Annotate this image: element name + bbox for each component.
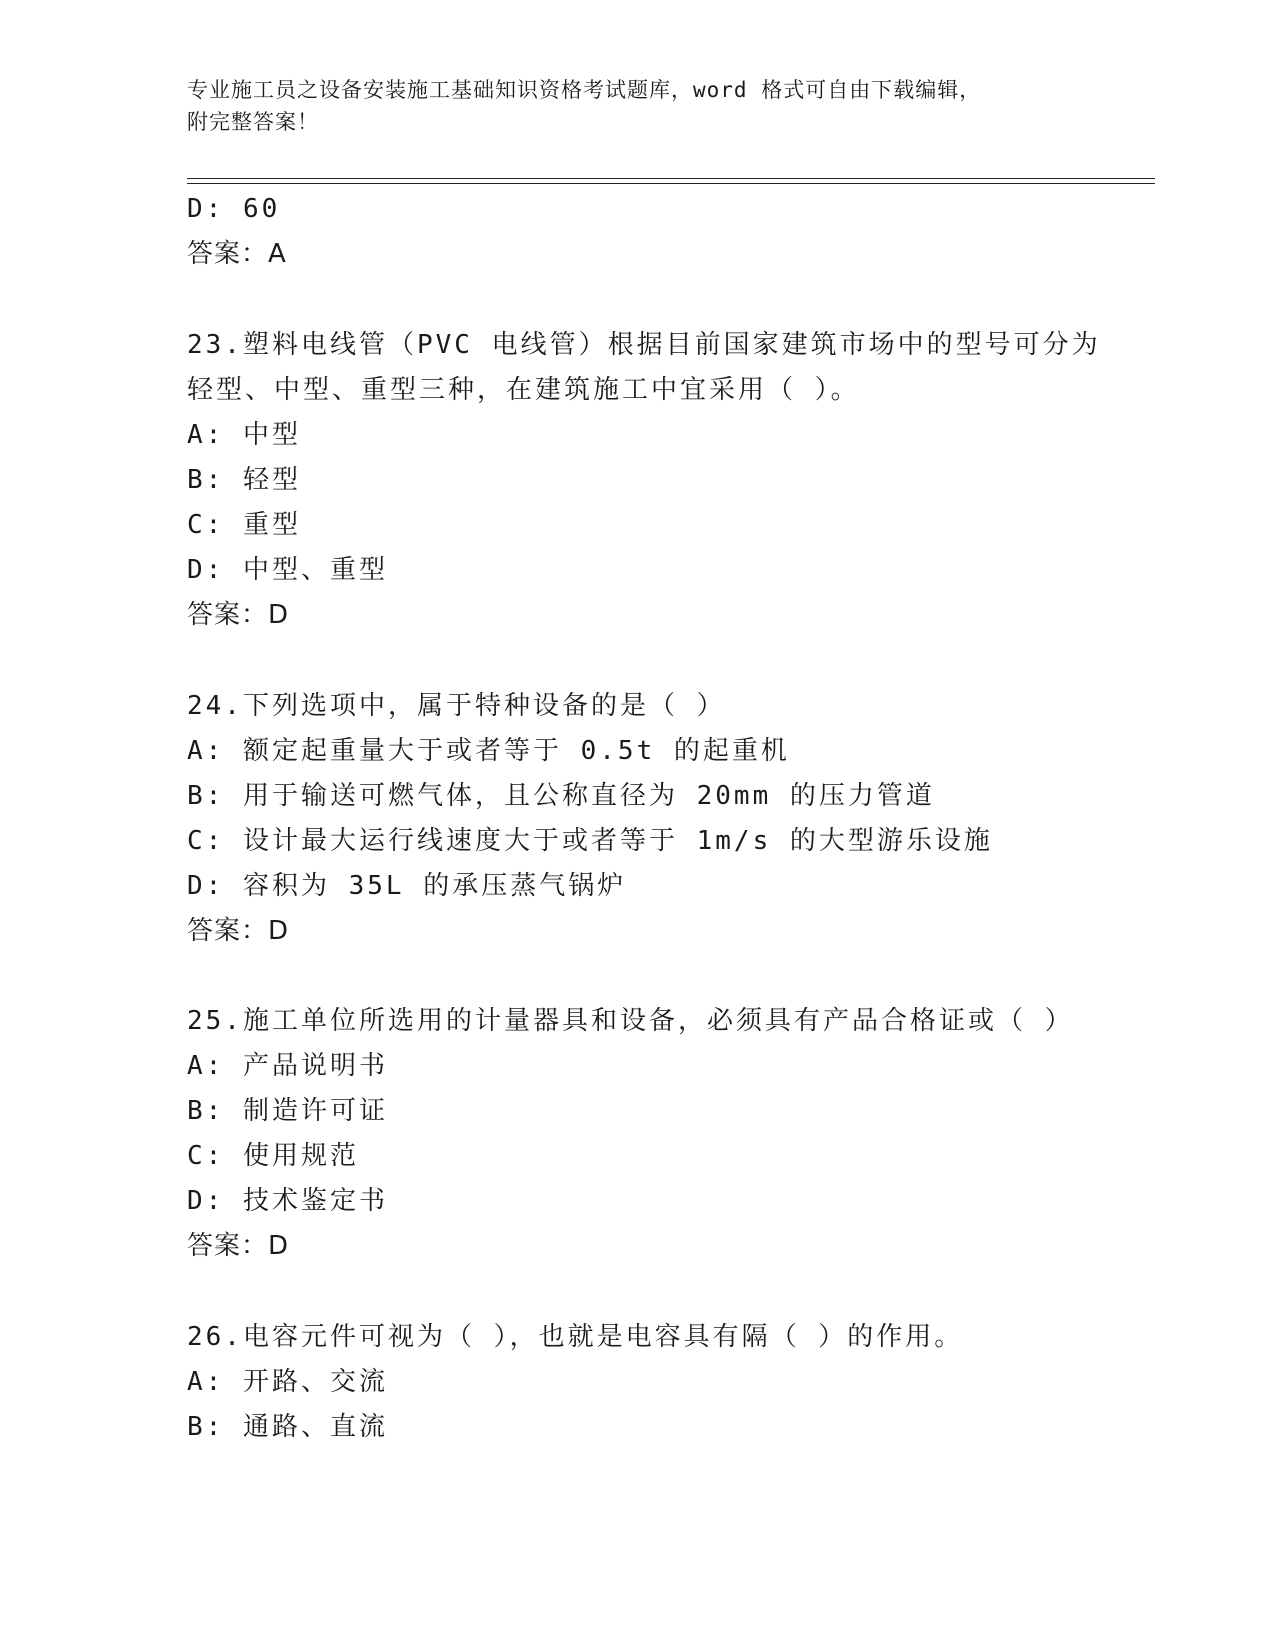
question-24-option-a: A: 额定起重量大于或者等于 0.5t 的起重机 xyxy=(187,736,790,766)
question-25-text: 25.施工单位所选用的计量器具和设备，必须具有产品合格证或（ ） xyxy=(187,1006,1074,1036)
page-header xyxy=(187,74,1087,138)
question-25-answer: 答案：D xyxy=(187,1231,290,1261)
question-23-option-a: A: 中型 xyxy=(187,420,301,450)
question-24-option-d: D: 容积为 35L 的承压蒸气锅炉 xyxy=(187,871,627,901)
header-line-1: 专业施工员之设备安装施工基础知识资格考试题库，word 格式可自由下载编辑， xyxy=(187,78,982,102)
question-23-option-d: D: 中型、重型 xyxy=(187,555,388,585)
question-26-option-a: A: 开路、交流 xyxy=(187,1367,388,1397)
question-25-option-a: A: 产品说明书 xyxy=(187,1051,388,1081)
question-25-option-d: D: 技术鉴定书 xyxy=(187,1186,388,1216)
option-d-prev: D: 60 xyxy=(187,194,281,224)
header-line-2: 附完整答案！ xyxy=(187,110,319,134)
question-24-option-b: B: 用于输送可燃气体，且公称直径为 20mm 的压力管道 xyxy=(187,781,935,811)
question-25-option-c: C: 使用规范 xyxy=(187,1141,359,1171)
question-26-option-b: B: 通路、直流 xyxy=(187,1412,388,1442)
question-24-answer: 答案：D xyxy=(187,916,290,946)
question-23-option-c: C: 重型 xyxy=(187,510,301,540)
question-23-option-b: B: 轻型 xyxy=(187,465,301,495)
question-24-option-c: C: 设计最大运行线速度大于或者等于 1m/s 的大型游乐设施 xyxy=(187,826,993,856)
question-24-text: 24.下列选项中，属于特种设备的是（ ） xyxy=(187,691,726,721)
question-23-answer: 答案：D xyxy=(187,600,290,630)
answer-prev: 答案：A xyxy=(187,239,287,269)
question-26-text: 26.电容元件可视为（ ），也就是电容具有隔（ ）的作用。 xyxy=(187,1322,964,1352)
header-divider-top xyxy=(187,178,1155,179)
header-divider-bottom xyxy=(187,183,1155,184)
question-25-option-b: B: 制造许可证 xyxy=(187,1096,388,1126)
question-23-line-1: 23.塑料电线管（PVC 电线管）根据目前国家建筑市场中的型号可分为 xyxy=(187,330,1101,360)
question-23-line-2: 轻型、中型、重型三种，在建筑施工中宜采用（ ）。 xyxy=(187,375,860,405)
